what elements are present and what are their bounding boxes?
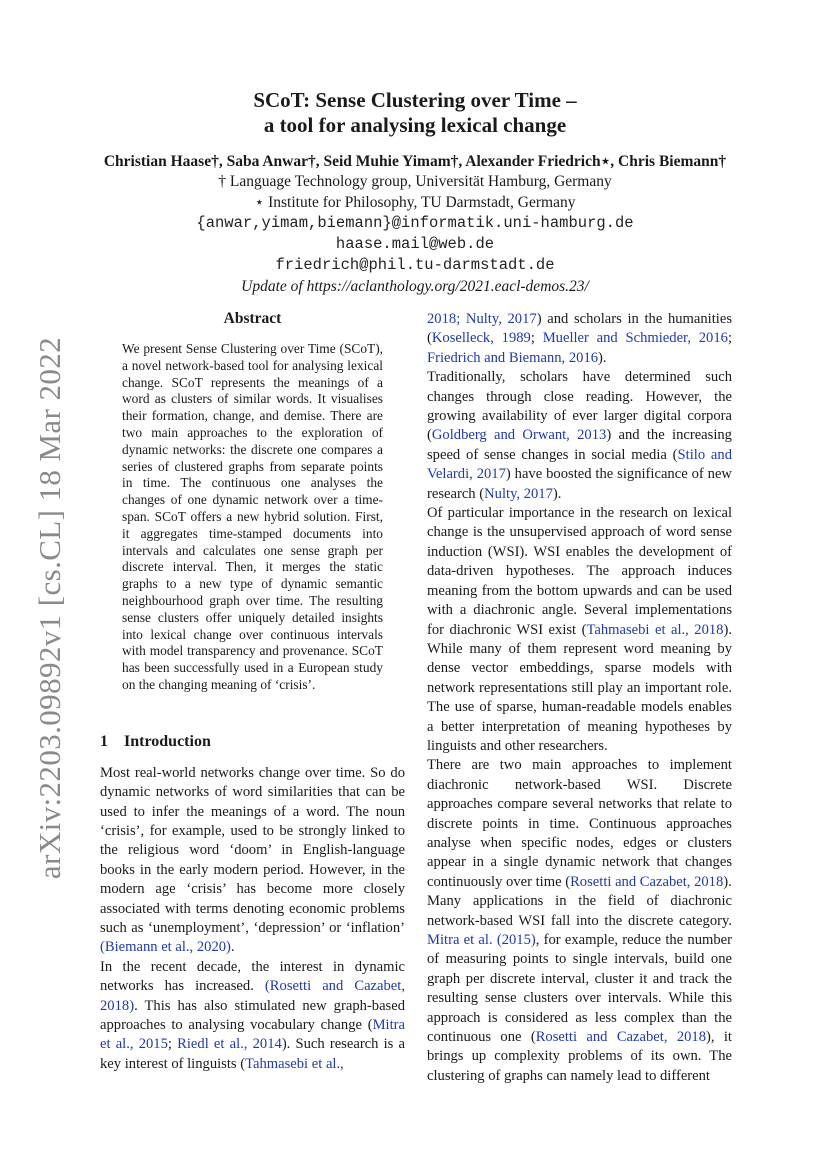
arxiv-identifier: arXiv:2203.09892v1 [cs.CL] 18 Mar 2022 — [32, 336, 67, 880]
paragraph-text: ). While many of them represent word meaning by dense vector embeddings, sparse models with network representations still play an important role. The use of sparse, human-readable models enables a better interpretation of meaning hypotheses by linguists and other researchers. — [427, 621, 732, 754]
paragraph-text: ). Such research is a key interest of linguists ( — [100, 1036, 406, 1072]
citation-link[interactable]: Friedrich and Biemann, 2016 — [427, 349, 599, 366]
citation-link[interactable]: (Biemann et al., 2020) — [100, 939, 231, 956]
paragraph-text: , for example, reduce the number of measuring points to single intervals, build one graph per discrete interval, cluster it and track the resulting sense clusters over intervals. While this approach is considered as less complex than the continuous one ( — [427, 932, 732, 1046]
right-column — [427, 310, 732, 1086]
abstract-heading: Abstract — [223, 310, 282, 327]
paragraph-text: ) and the increasing speed of sense changes in social media ( — [427, 427, 732, 463]
paragraph-text: ). — [552, 485, 562, 502]
paragraph-text: ) have boosted the significance of new research ( — [427, 466, 732, 502]
paragraph-text: Most real-world networks change over time. So do dynamic networks of word similarities that can be used to infer the meanings of a word. The noun ‘crisis’, for example, used to be strongly linked to the religious word ‘doom’ in English-language books in the early modern period. However, in the modern age ‘crisis’ has become more closely associated with terms denoting economic problems such as ‘unemployment’, ‘depression’ or ‘inflation’ — [100, 764, 405, 936]
citation-link[interactable]: (Rosetti and Cazabet, 2018) — [100, 978, 405, 1014]
citation-link[interactable]: Rosetti and Cazabet, 2018 — [570, 873, 724, 890]
citation-link[interactable]: Nulty, 2017 — [484, 485, 553, 502]
citation-link[interactable]: 2018; Nulty, 2017 — [427, 311, 537, 327]
citation-link[interactable]: Tahmasebi et al., — [245, 1055, 344, 1072]
paragraph-text: . — [230, 939, 235, 956]
paragraph-text: ; — [530, 330, 543, 347]
paper-header — [80, 88, 750, 297]
citation-link[interactable]: Mueller and Schmieder, 2016 — [542, 330, 728, 347]
section-title: Introduction — [124, 732, 211, 750]
paragraph-text: Traditionally, scholars have determined such changes through close reading. However, the growing availability of ever larger digital corpora ( — [427, 369, 732, 444]
email-friedrich[interactable]: friedrich@phil.tu-darmstadt.de — [275, 256, 555, 274]
paragraph-text: ). — [723, 873, 732, 890]
affiliation-hamburg: † Language Technology group, Universität Hamburg, Germany — [218, 173, 612, 190]
citation-link[interactable]: Tahmasebi et al., 2018 — [586, 621, 724, 638]
paragraph — [100, 958, 405, 1074]
section-number: 1 — [100, 732, 108, 750]
email-group[interactable]: {anwar,yimam,biemann}@informatik.uni-hamburg.de — [196, 214, 634, 232]
paragraph-text: ; — [167, 1036, 178, 1053]
affiliation-darmstadt: ⋆ Institute for Philosophy, TU Darmstadt, Germany — [254, 193, 576, 211]
update-note: Update of https://aclanthology.org/2021.eacl-demos.23/ — [241, 278, 589, 295]
citation-link[interactable]: Rosetti and Cazabet, 2018 — [535, 1029, 707, 1046]
citation-link[interactable]: Stilo and Velardi, 2017 — [427, 446, 732, 483]
citation-link[interactable]: Goldberg and Orwant, 2013 — [431, 427, 607, 444]
paragraph — [427, 504, 732, 756]
paragraph — [100, 764, 405, 958]
paragraph-text: ) and scholars in the humanities ( — [427, 311, 732, 347]
paragraph-text: . This has also stimulated new graph-based approaches to analysing vocabulary change ( — [100, 997, 405, 1034]
email-haase[interactable]: haase.mail@web.de — [335, 235, 495, 253]
paragraph-text: ), it brings up complexity problems of its own. The clustering of graphs can namely lead to different — [427, 1029, 732, 1084]
paragraph-text: There are two main approaches to implement diachronic network-based WSI. Discrete approaches compare several networks that relate to discrete points in time. Continuous approaches analyse when specific nodes, edges or clusters appear in a single dynamic network that changes continuously over time ( — [427, 757, 732, 890]
section-heading-introduction — [100, 732, 405, 752]
citation-link[interactable]: Riedl et al., 2014 — [177, 1036, 282, 1053]
paper-title-line-2: a tool for analysing lexical change — [263, 113, 567, 137]
paragraph-text: ; — [727, 330, 733, 347]
citation-link[interactable]: Mitra et al., 2015 — [100, 1017, 405, 1053]
paragraph — [427, 756, 732, 892]
author-list: Christian Haase†, Saba Anwar†, Seid Muhie Yimam†, Alexander Friedrich⋆, Chris Biemann† — [103, 153, 727, 170]
paragraph — [427, 368, 732, 504]
paragraph-text: Of particular importance in the research on lexical change is the unsupervised approach of word sense induction (WSI). WSI enables the development of data-driven hypotheses. The approach induces meaning from the bottom upwards and can be used with a diachronic angle. Several implementations for diachronic WSI exist ( — [427, 505, 732, 638]
left-column — [100, 310, 405, 1074]
abstract-text: We present Sense Clustering over Time (SCoT), a novel network-based tool for analysing lexical change. SCoT represents the meanings of a word as clusters of similar words. It visualises their formation, change, and demise. There are two main approaches to the exploration of dynamic networks: the discrete one compares a series of clustered graphs from separate points in time. The continuous one analyses the changes of one dynamic network over a time-span. SCoT offers a new hybrid solution. First, it aggregates time-stamped documents into intervals and calculates one sense graph per discrete interval. Then, it merges the static graphs to a new type of dynamic semantic neighbourhood graph over time. The resulting sense clusters offer uniquely detailed insights into lexical change over continuous intervals with model transparency and provenance. SCoT has been successfully used in a European study on the changing meaning of ‘crisis’. — [122, 341, 383, 692]
arxiv-sidebar — [20, 336, 80, 880]
paragraph-text: ). — [598, 349, 607, 366]
citation-link[interactable]: Koselleck, 1989 — [431, 330, 531, 347]
citation-link[interactable]: Mitra et al. (2015) — [427, 932, 536, 948]
paper-title-line-1: SCoT: Sense Clustering over Time – — [253, 88, 577, 112]
paragraph-text: In the recent decade, the interest in dynamic networks has increased. — [100, 958, 405, 995]
paragraph — [427, 892, 732, 1086]
introduction-left-body — [100, 764, 405, 1075]
paragraph-text: Many applications in the field of diachronic network-based WSI fall into the discrete category. — [427, 893, 732, 929]
paragraph — [427, 310, 732, 368]
